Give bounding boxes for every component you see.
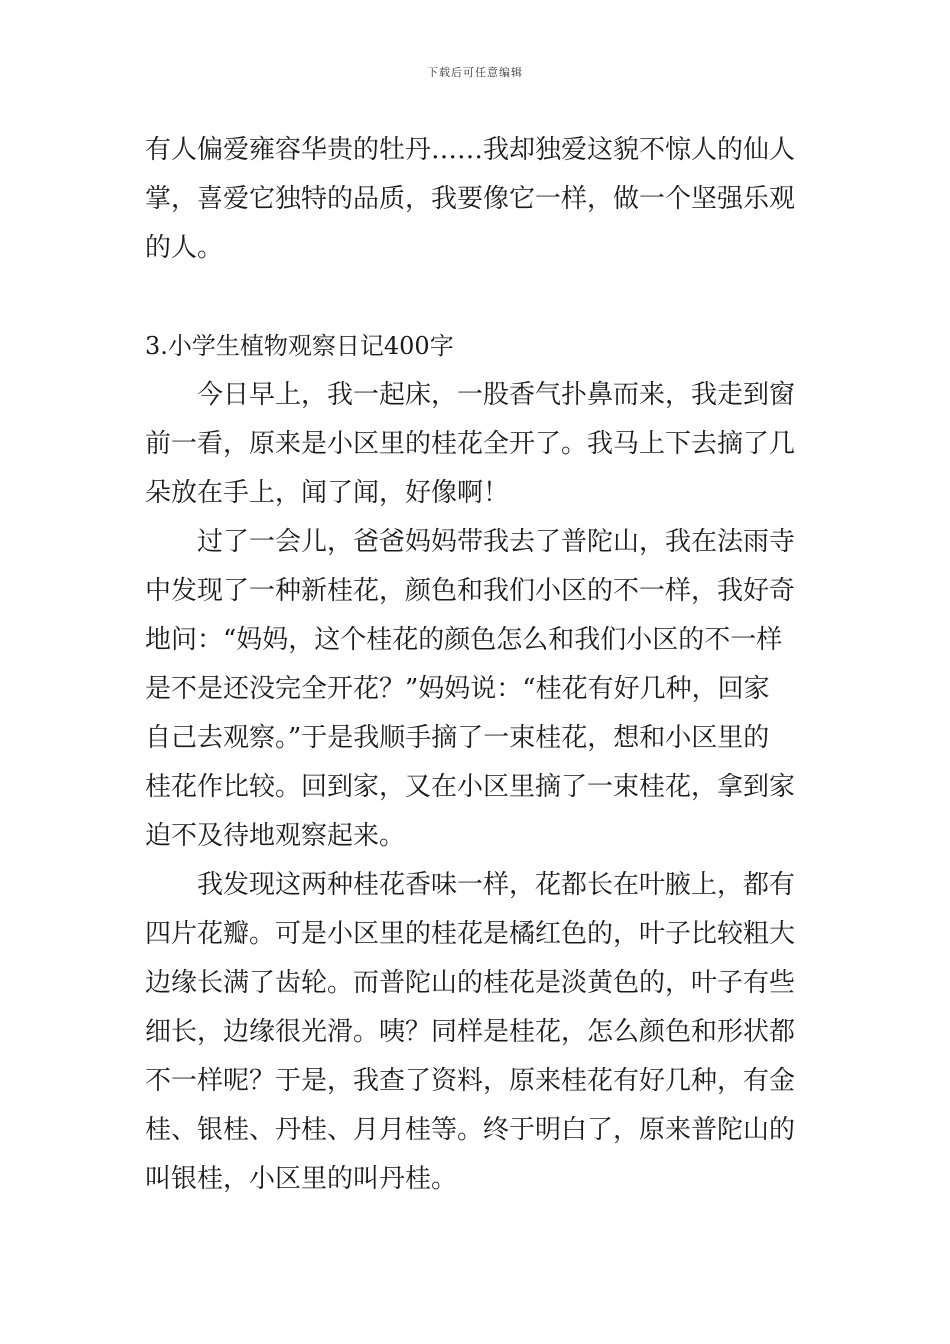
paragraph-line: 的人。	[145, 233, 224, 263]
paragraph-line: 四片花瓣。可是小区里的桂花是橘红色的，叶子比较粗大	[145, 919, 796, 949]
paragraph-line: 自己去观察。”于是我顺手摘了一束桂花，想和小区里的	[145, 723, 770, 753]
blank-line	[145, 273, 810, 322]
paragraph-line: 朵放在手上，闻了闻，好像啊！	[145, 478, 510, 508]
section-heading: 3.小学生植物观察日记400字	[145, 332, 454, 360]
paragraph-line: 桂花作比较。回到家，又在小区里摘了一束桂花，拿到家	[145, 772, 796, 802]
paragraph-line: 地问：“妈妈，这个桂花的颜色怎么和我们小区的不一样	[145, 625, 783, 655]
page-header: 下载后可任意编辑	[427, 66, 523, 79]
paragraph-line: 迫不及待地观察起来。	[145, 821, 406, 851]
paragraph-line: 我发现这两种桂花香味一样，花都长在叶腋上，都有	[197, 870, 796, 900]
paragraph-line: 过了一会儿，爸爸妈妈带我去了普陀山，我在法雨寺	[197, 527, 796, 557]
paragraph-line: 桂、银桂、丹桂、月月桂等。终于明白了，原来普陀山的	[145, 1115, 796, 1145]
paragraph-line: 中发现了一种新桂花，颜色和我们小区的不一样，我好奇	[145, 576, 796, 606]
paragraph-line: 不一样呢？于是，我查了资料，原来桂花有好几种，有金	[145, 1066, 796, 1096]
paragraph-line: 边缘长满了齿轮。而普陀山的桂花是淡黄色的，叶子有些	[145, 968, 796, 998]
paragraph-line: 有人偏爱雍容华贵的牡丹……我却独爱这貌不惊人的仙人	[145, 135, 796, 165]
document-body	[145, 126, 810, 1204]
paragraph-line: 是不是还没完全开花？”妈妈说：“桂花有好几种，回家	[145, 674, 770, 704]
paragraph-line: 前一看，原来是小区里的桂花全开了。我马上下去摘了几	[145, 429, 796, 459]
paragraph-line: 叫银桂，小区里的叫丹桂。	[145, 1164, 458, 1194]
paragraph-line: 掌，喜爱它独特的品质，我要像它一样，做一个坚强乐观	[145, 184, 796, 214]
paragraph-line: 细长，边缘很光滑。咦？同样是桂花，怎么颜色和形状都	[145, 1017, 796, 1047]
paragraph-line: 今日早上，我一起床，一股香气扑鼻而来，我走到窗	[197, 380, 796, 410]
